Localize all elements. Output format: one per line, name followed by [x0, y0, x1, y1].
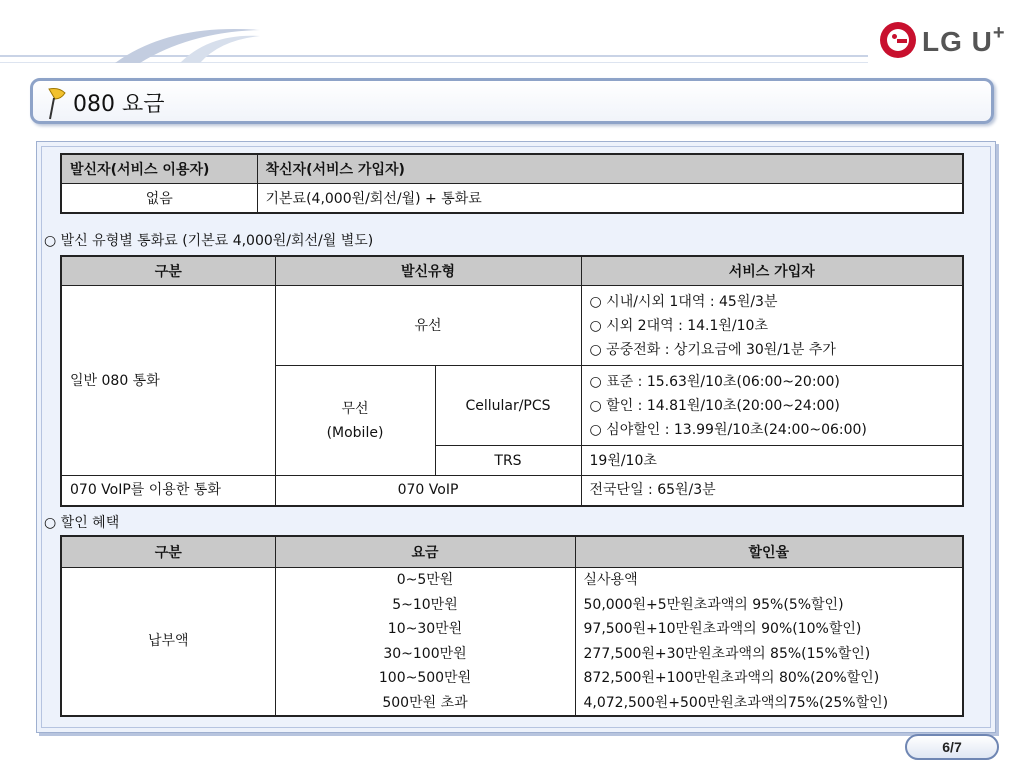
caller-fee: 없음 — [61, 184, 257, 214]
lg-face-icon — [880, 22, 916, 58]
discount-table — [60, 535, 964, 717]
page-indicator: 6/7 — [905, 734, 999, 760]
title-bar — [30, 78, 994, 124]
voip-call-label: 070 VoIP를 이용한 통화 — [61, 476, 275, 506]
lg-uplus-logo — [880, 20, 1006, 60]
trs: TRS — [435, 446, 581, 476]
fee-ranges: 0~5만원 5~10만원 10~30만원 30~100만원 100~500만원 500만원 초과 — [275, 568, 575, 717]
call-rate-table — [60, 255, 964, 507]
page-title: 080 요금 — [73, 92, 165, 117]
header-fee: 요금 — [275, 536, 575, 568]
header-discount-rate: 할인율 — [575, 536, 963, 568]
cellular-rates: ○ 표준 : 15.63원/10초(06:00~20:00) ○ 할인 : 14.81원/10초(20:00~24:00) ○ 심야할인 : 13.99원/10초(24:00~06:00) — [581, 366, 963, 446]
section-discount: ○ 할인 혜택 — [44, 515, 120, 531]
discount-rates: 실사용액 50,000원+5만원초과액의 95%(5%할인) 97,500원+10만원초과액의 90%(10%할인) 277,500원+30만원초과액의 85%(15%할인) 872,500원+100만원초과액의 80%(20%할인) 4,072,500원+500만원초과액의75%(25%할인) — [575, 568, 963, 717]
swoosh-decoration — [110, 18, 270, 68]
header-category: 구분 — [61, 256, 275, 286]
trs-rate: 19원/10초 — [581, 446, 963, 476]
subscriber-table — [60, 153, 964, 214]
voip-rate: 전국단일 : 65원/3분 — [581, 476, 963, 506]
header-category: 구분 — [61, 536, 275, 568]
wired-type: 유선 — [275, 286, 581, 366]
header-call-type: 발신유형 — [275, 256, 581, 286]
wireless-type: 무선 (Mobile) — [275, 366, 435, 476]
payment-amount: 납부액 — [61, 568, 275, 717]
general-080-call: 일반 080 통화 — [61, 286, 275, 476]
cellular-pcs: Cellular/PCS — [435, 366, 581, 446]
header-subscriber: 서비스 가입자 — [581, 256, 963, 286]
voip-type: 070 VoIP — [275, 476, 581, 506]
wired-rates: ○ 시내/시외 1대역 : 45원/3분 ○ 시외 2대역 : 14.1원/10초 ○ 공중전화 : 상기요금에 30원/1분 추가 — [581, 286, 963, 366]
logo-wordmark: LG U+ — [922, 22, 1006, 57]
header-caller: 발신자(서비스 이용자) — [61, 154, 257, 184]
section-call-rates: ○ 발신 유형별 통화료 (기본료 4,000원/회선/월 별도) — [44, 233, 374, 249]
callee-fee: 기본료(4,000원/회선/월) + 통화료 — [257, 184, 963, 214]
header-callee: 착신자(서비스 가입자) — [257, 154, 963, 184]
pin-icon — [45, 87, 69, 121]
